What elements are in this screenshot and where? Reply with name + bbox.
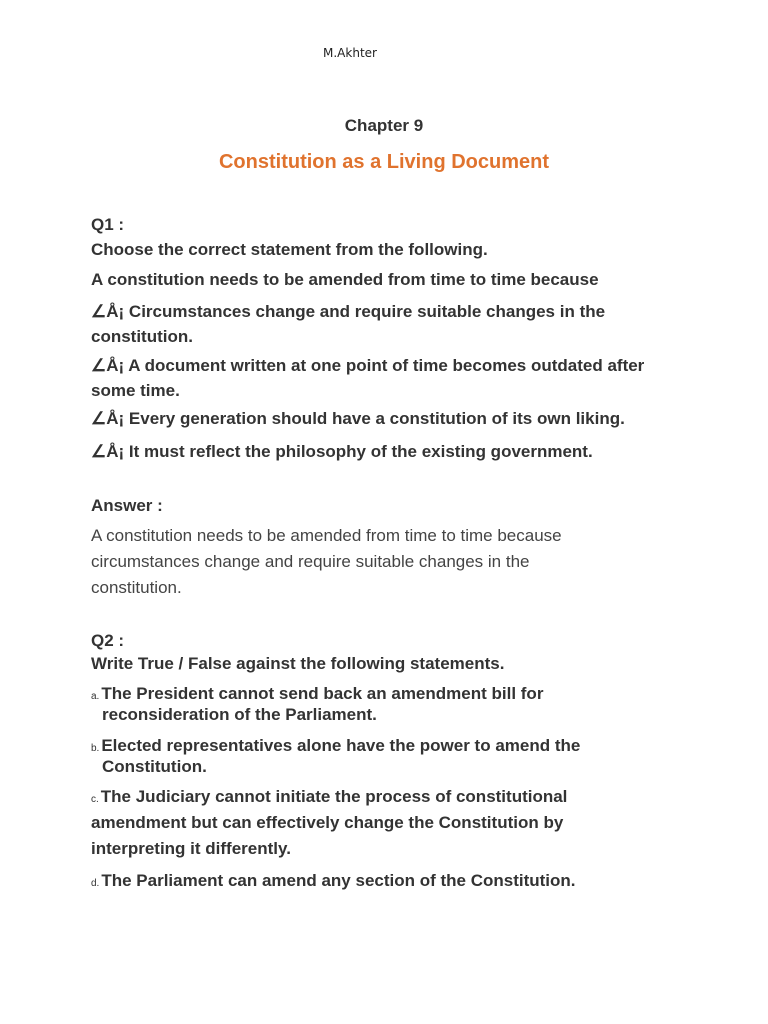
q1-instruction: Choose the correct statement from the following. <box>91 240 488 259</box>
option-text: Every generation should have a constitution of its own liking. <box>128 409 625 428</box>
chapter-title: Constitution as a Living Document <box>218 151 549 173</box>
q2-item-a-cont: reconsideration of the Parliament. <box>102 705 377 724</box>
option-bullet: ∠Å¡ <box>91 442 125 461</box>
q2-item-c-cont-2: interpreting it differently. <box>91 839 291 858</box>
q1-answer-line-2: circumstances change and require suitable changes in the <box>91 552 530 571</box>
q2-item-b-cont: Constitution. <box>102 757 207 776</box>
option-text: It must reflect the philosophy of the existing government. <box>128 442 593 461</box>
q2-instruction: Write True / False against the following statements. <box>91 654 505 673</box>
q2-item-b <box>91 736 580 756</box>
option-text: Circumstances change and require suitable changes in the <box>128 302 606 321</box>
q1-option-2 <box>91 356 644 376</box>
item-marker: c. <box>91 794 99 805</box>
q1-answer-line-3: constitution. <box>91 578 182 597</box>
chapter-heading: Chapter 9 <box>344 116 424 135</box>
q1-option-1-cont: constitution. <box>91 327 193 346</box>
item-text: The President cannot send back an amendment bill for <box>101 684 544 703</box>
q2-item-c-cont-1: amendment but can effectively change the Constitution by <box>91 813 564 832</box>
q2-item-c <box>91 787 567 807</box>
author-name: M.Akhter <box>323 46 377 60</box>
q1-stem: A constitution needs to be amended from time to time because <box>91 270 599 289</box>
q2-item-a <box>91 684 543 704</box>
q1-option-1 <box>91 302 605 322</box>
q1-answer-line-1: A constitution needs to be amended from time to time because <box>91 526 562 545</box>
item-marker: d. <box>91 878 100 889</box>
item-text: Elected representatives alone have the power to amend the <box>101 736 581 755</box>
item-marker: b. <box>91 743 100 754</box>
q1-answer-label: Answer : <box>91 496 163 515</box>
q2-item-d <box>91 871 576 891</box>
item-text: The Judiciary cannot initiate the process of constitutional <box>100 787 568 806</box>
item-marker: a. <box>91 691 100 702</box>
q1-label: Q1 : <box>91 215 125 234</box>
option-text: A document written at one point of time becomes outdated after <box>128 356 645 375</box>
option-bullet: ∠Å¡ <box>91 409 125 428</box>
q1-option-4 <box>91 442 593 462</box>
item-text: The Parliament can amend any section of the Constitution. <box>101 871 576 890</box>
option-bullet: ∠Å¡ <box>91 302 125 321</box>
q1-option-3 <box>91 409 625 429</box>
option-bullet: ∠Å¡ <box>91 356 125 375</box>
q1-option-2-cont: some time. <box>91 381 180 400</box>
q2-label: Q2 : <box>91 631 125 650</box>
